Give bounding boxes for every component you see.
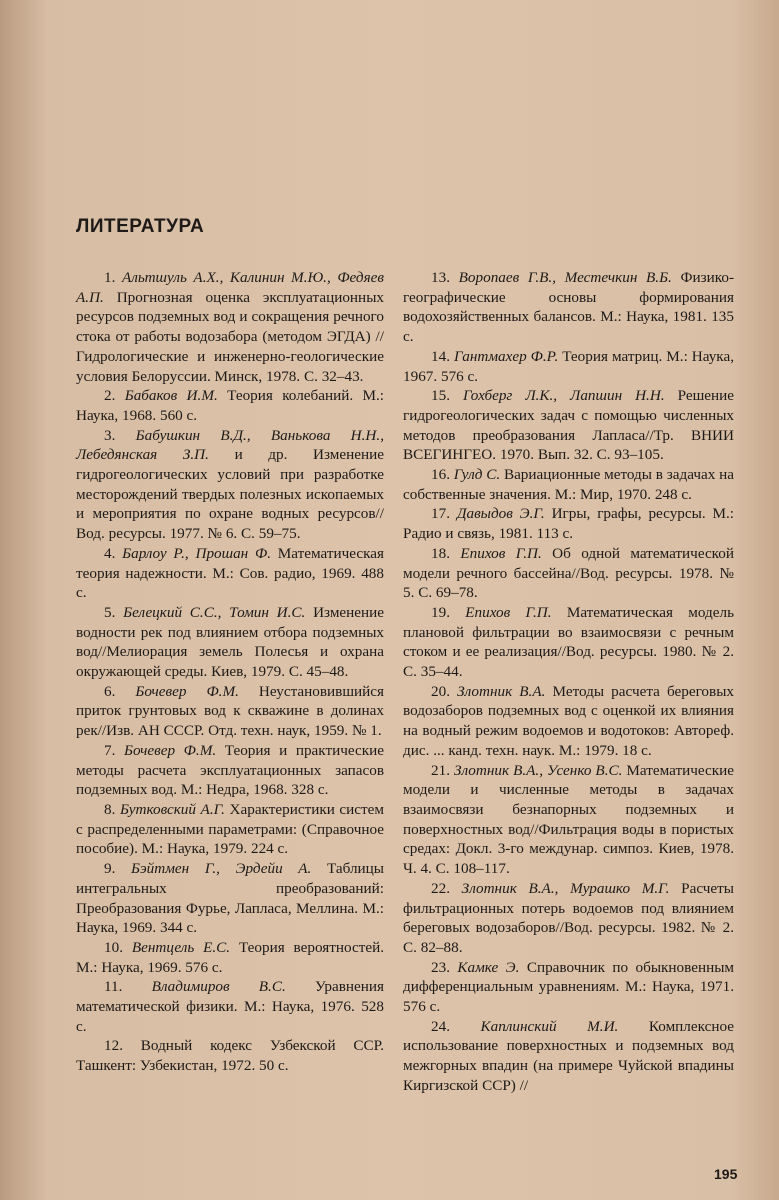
reference-number: 15. — [431, 387, 450, 405]
reference-text: Водный кодекс Узбекской ССР. Ташкент: Узбекистан, 1972. 50 с. — [76, 1037, 385, 1075]
reference-entry — [403, 386, 734, 465]
reference-text: Характеристики систем с распределенными параметрами: (Справочное пособие). М.: Наука, 1979. 224 с. — [76, 800, 385, 858]
reference-number: 5. — [104, 603, 116, 621]
reference-text: Комплексное использование поверхностных и подземных вод межгорных впадин (на примере Чуйской впадины Киргизской ССР) // — [403, 1017, 735, 1094]
reference-authors: Белецкий С.С., Томин И.С. — [123, 603, 306, 621]
reference-number: 8. — [104, 800, 116, 818]
reference-number: 10. — [104, 938, 123, 956]
reference-number: 13. — [431, 269, 450, 286]
reference-entry — [403, 544, 734, 603]
reference-entry — [76, 386, 384, 425]
reference-entry — [403, 268, 734, 347]
reference-number: 9. — [104, 860, 116, 878]
reference-number: 1. — [104, 269, 116, 286]
reference-entry — [403, 879, 734, 958]
reference-authors: Барлоу Р., Прошан Ф. — [122, 544, 272, 562]
reference-entry — [76, 426, 384, 544]
reference-entry — [403, 347, 734, 386]
reference-authors: Епихов Г.П. — [460, 544, 542, 562]
reference-text: Математическая теория надежности. М.: Сов. радио, 1969. 488 с. — [76, 544, 385, 602]
reference-number: 16. — [431, 466, 450, 484]
reference-number: 2. — [104, 387, 116, 405]
reference-number: 24. — [431, 1017, 450, 1035]
reference-text: Неустановившийся приток грунтовых вод к скважине в долинах рек//Изв. АН СССР. Отд. техн. наук, 1959. № 1. — [76, 682, 385, 740]
reference-authors: Альтшуль А.Х., Калинин М.Ю., Федяев А.П. — [76, 269, 384, 306]
reference-number: 6. — [104, 682, 116, 700]
page-number: 195 — [714, 1166, 738, 1182]
reference-entry — [403, 1017, 734, 1096]
reference-entry — [76, 544, 384, 603]
reference-number: 4. — [104, 544, 116, 562]
bibliography-heading: ЛИТЕРАТУРА — [76, 216, 205, 237]
reference-text: Физико-географические основы формирования водохозяйственных балансов. М.: Наука, 1981. 135 с. — [403, 269, 735, 346]
reference-number: 14. — [431, 347, 450, 365]
reference-text: и др. Изменение гидрогеологических условий при разработке месторождений твердых полезных ископаемых и мероприятия по охране водных ресурсов//Вод. ресурсы. 1977. № 6. С. 59–75. — [76, 446, 385, 543]
reference-text: Об одной математической модели речного бассейна//Вод. ресурсы. 1978. № 5. С. 69–78. — [403, 544, 735, 602]
reference-number: 11. — [104, 978, 123, 996]
reference-authors: Воропаев Г.В., Местечкин В.Б. — [458, 269, 672, 286]
reference-entry — [76, 603, 384, 682]
reference-number: 7. — [104, 741, 116, 759]
reference-authors: Бочевер Ф.М. — [124, 741, 217, 759]
reference-authors: Бабаков И.М. — [124, 387, 218, 405]
reference-entry — [76, 977, 384, 1036]
reference-authors: Давыдов Э.Г. — [456, 505, 545, 523]
reference-authors: Вентцель Е.С. — [131, 938, 231, 956]
reference-text: Изменение водности рек под влиянием отбора подземных вод//Мелиорация земель Полесья и охрана окружающей среды. Киев, 1979. С. 45–48. — [76, 603, 385, 681]
reference-text: Решение гидрогеологических задач с помощью численных методов преобразования Лапласа//Тр. ВНИИ ВСЕГИНГЕО. 1970. Вып. 32. С. 93–105. — [403, 387, 735, 464]
reference-authors: Бэйтмен Г., Эрдейи А. — [131, 860, 312, 878]
reference-entry — [403, 504, 734, 543]
reference-number: 23. — [431, 958, 450, 976]
reference-text: Вариационные методы в задачах на собственные значения. М.: Мир, 1970. 248 с. — [403, 466, 734, 503]
reference-entry — [76, 859, 384, 938]
reference-entry — [76, 682, 384, 741]
reference-authors: Злотник В.А., Усенко В.С. — [453, 761, 623, 779]
reference-authors: Епихов Г.П. — [465, 603, 552, 621]
reference-entry — [76, 1036, 384, 1075]
reference-text: Теория колебаний. М.: Наука, 1968. 560 с. — [76, 387, 385, 424]
reference-entry — [76, 268, 384, 386]
reference-text: Методы расчета береговых водозаборов подземных вод с оценкой их влияния на водный режим водоемов и водотоков: Автореф. дис. ... канд. техн. наук. М.: 1979. 18 с. — [403, 682, 734, 759]
references-left-column — [76, 268, 384, 1076]
reference-text: Прогнозная оценка эксплуатационных ресурсов подземных вод и сокращения речного стока от работы водозабора (методом ЭГДА) //Гидрологические и инженерно-геологические условия Белоруссии. Минск, 1978. С. 32–43. — [76, 288, 384, 385]
reference-text: Справочник по обыкновенным дифференциальным уравнениям. М.: Наука, 1971. 576 с. — [403, 958, 735, 1016]
reference-text: Теория матриц. М.: Наука, 1967. 576 с. — [403, 347, 734, 385]
reference-text: Теория вероятностей. М.: Наука, 1969. 576 с. — [76, 938, 385, 976]
reference-authors: Гантмахер Ф.Р. — [453, 347, 559, 365]
reference-authors: Злотник В.А., Мурашко М.Г. — [461, 879, 670, 897]
reference-entry — [76, 800, 384, 859]
reference-number: 21. — [431, 761, 450, 779]
reference-text: Таблицы интегральных преобразований: Преобразования Фурье, Лапласа, Меллина. М.: Наука, 1969. 344 с. — [76, 860, 385, 937]
reference-number: 17. — [431, 505, 450, 523]
reference-number: 22. — [431, 879, 450, 897]
reference-authors: Бочевер Ф.М. — [135, 682, 239, 700]
reference-entry — [403, 465, 734, 504]
reference-entry — [403, 958, 734, 1017]
reference-text: Уравнения математической физики. М.: Наука, 1976. 528 с. — [76, 978, 385, 1035]
reference-authors: Гулд С. — [453, 466, 501, 484]
reference-entry — [76, 741, 384, 800]
reference-authors: Бутковский А.Г. — [119, 800, 225, 818]
reference-number: 12. — [104, 1037, 123, 1055]
reference-number: 3. — [104, 426, 116, 444]
reference-number: 18. — [431, 544, 450, 562]
reference-entry — [403, 761, 734, 879]
reference-authors: Злотник В.А. — [457, 682, 546, 700]
reference-entry — [76, 938, 384, 977]
reference-text: Теория и практические методы расчета эксплуатационных запасов подземных вод. М.: Недра, 1968. 328 с. — [76, 741, 384, 799]
reference-authors: Владимиров В.С. — [151, 978, 286, 996]
reference-entry — [403, 682, 734, 761]
reference-authors: Каплинский М.И. — [480, 1017, 619, 1035]
reference-authors: Бабушкин В.Д., Ванькова Н.Н., Лебедянская З.П. — [76, 426, 384, 464]
reference-authors: Камке Э. — [457, 958, 520, 976]
reference-text: Математические модели и численные методы в задачах взаимосвязи безнапорных подземных и поверхностных вод//Фильтрация воды в пористых средах: Докл. 3-го междунар. симпоз. Киев, 1978. Ч. 4. С. 108–117. — [403, 761, 735, 878]
reference-text: Расчеты фильтрационных потерь водоемов под влиянием береговых водозаборов//Вод. ресурсы. 1982. № 2. С. 82–88. — [403, 879, 735, 956]
references-right-column — [403, 268, 734, 1096]
reference-entry — [403, 603, 734, 682]
reference-authors: Гохберг Л.К., Лапшин Н.Н. — [462, 387, 665, 405]
reference-text: Игры, графы, ресурсы. М.: Радио и связь, 1981. 113 с. — [403, 505, 734, 543]
reference-number: 19. — [431, 603, 450, 621]
reference-text: Математическая модель плановой фильтрации во взаимосвязи с речным стоком и ее реализация//Вод. ресурсы. 1980. № 2. С. 35–44. — [403, 603, 735, 681]
reference-number: 20. — [431, 682, 450, 700]
